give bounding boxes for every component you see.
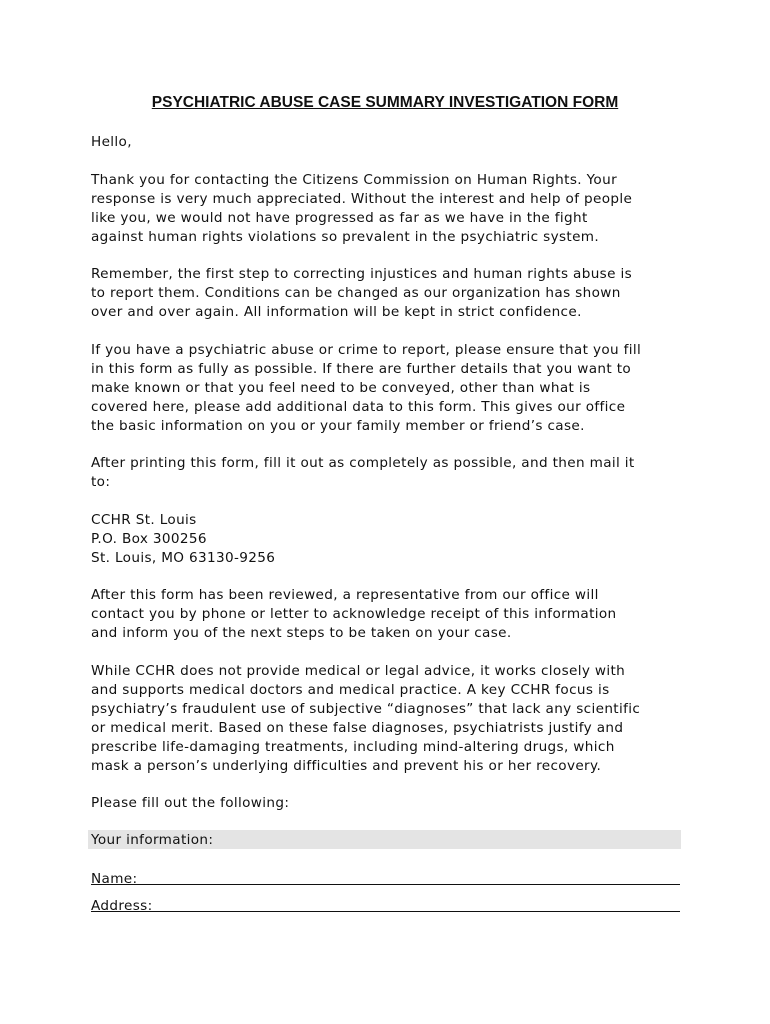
paragraph-line: Remember, the first step to correcting injustices and human rights abuse is bbox=[91, 266, 633, 282]
paragraph-line: and supports medical doctors and medical practice. A key CCHR focus is bbox=[91, 682, 610, 698]
paragraph-mail bbox=[91, 454, 691, 492]
instruction bbox=[91, 794, 691, 813]
paragraph-line: Thank you for contacting the Citizens Commission on Human Rights. Your bbox=[91, 172, 618, 188]
paragraph-line: or medical merit. Based on these false diagnoses, psychiatrists justify and bbox=[91, 720, 624, 736]
paragraph-line: prescribe life-damaging treatments, including mind-altering drugs, which bbox=[91, 739, 615, 755]
paragraph-line: If you have a psychiatric abuse or crime to report, please ensure that you fill bbox=[91, 342, 642, 358]
paragraph-line: in this form as fully as possible. If there are further details that you want to bbox=[91, 361, 632, 377]
address-label: Address: bbox=[91, 898, 153, 914]
paragraph-line: contact you by phone or letter to acknowledge receipt of this information bbox=[91, 606, 617, 622]
mailing-address bbox=[91, 511, 691, 568]
paragraph-line: response is very much appreciated. Without the interest and help of people bbox=[91, 191, 633, 207]
paragraph-line: covered here, please add additional data to this form. This gives our office bbox=[91, 399, 626, 415]
paragraph-line: over and over again. All information will be kept in strict confidence. bbox=[91, 304, 582, 320]
paragraph-line: and inform you of the next steps to be taken on your case. bbox=[91, 625, 512, 641]
paragraph-line: like you, we would not have progressed as far as we have in the fight bbox=[91, 210, 588, 226]
paragraph-line: After this form has been reviewed, a representative from our office will bbox=[91, 587, 599, 603]
paragraph-line: make known or that you feel need to be conveyed, other than what is bbox=[91, 380, 591, 396]
paragraph-line: After printing this form, fill it out as completely as possible, and then mail it bbox=[91, 455, 635, 471]
address-line: CCHR St. Louis bbox=[91, 512, 197, 528]
paragraph-cchr bbox=[91, 662, 691, 776]
paragraph-line: to: bbox=[91, 474, 111, 490]
paragraph-intro bbox=[91, 171, 691, 247]
paragraph-report bbox=[91, 341, 691, 436]
paragraph-remember bbox=[91, 265, 691, 322]
paragraph-line: against human rights violations so prevalent in the psychiatric system. bbox=[91, 229, 600, 245]
greeting bbox=[91, 133, 691, 152]
instruction-text: Please fill out the following: bbox=[91, 795, 290, 811]
address-line: St. Louis, MO 63130-9256 bbox=[91, 550, 276, 566]
greeting-text: Hello, bbox=[91, 134, 132, 150]
paragraph-review bbox=[91, 586, 691, 643]
name-field[interactable] bbox=[91, 884, 680, 885]
paragraph-line: While CCHR does not provide medical or legal advice, it works closely with bbox=[91, 663, 626, 679]
paragraph-line: the basic information on you or your family member or friend’s case. bbox=[91, 418, 585, 434]
address-field[interactable] bbox=[91, 911, 680, 912]
paragraph-line: to report them. Conditions can be changed as our organization has shown bbox=[91, 285, 621, 301]
page-title: PSYCHIATRIC ABUSE CASE SUMMARY INVESTIGATION FORM bbox=[151, 94, 619, 111]
paragraph-line: psychiatry’s fraudulent use of subjective “diagnoses” that lack any scientific bbox=[91, 701, 641, 717]
address-line: P.O. Box 300256 bbox=[91, 531, 207, 547]
section-header: Your information: bbox=[91, 832, 214, 848]
paragraph-line: mask a person’s underlying difficulties and prevent his or her recovery. bbox=[91, 758, 602, 774]
name-label: Name: bbox=[91, 871, 138, 887]
